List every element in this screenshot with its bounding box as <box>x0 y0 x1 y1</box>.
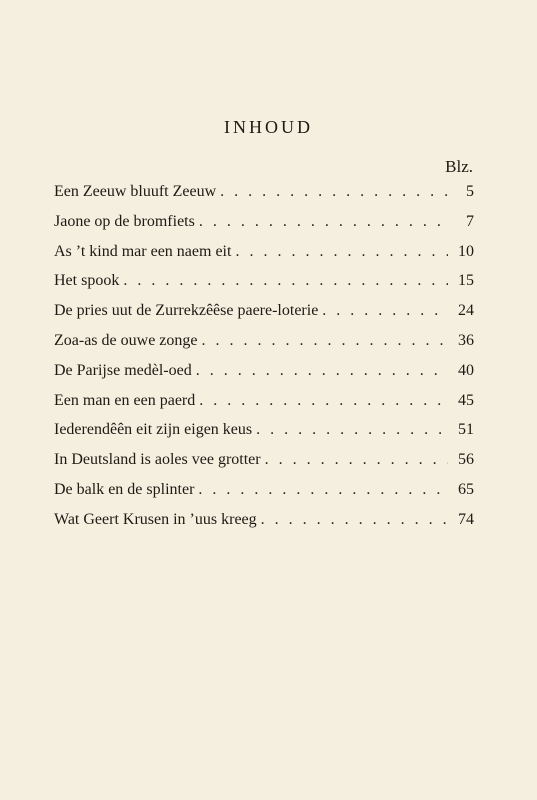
entry-page: 7 <box>466 212 474 230</box>
entry-title: In Deutsland is aoles vee grotter <box>54 451 261 469</box>
dot-leader <box>199 213 448 231</box>
toc-entry <box>54 362 474 392</box>
toc-entry <box>54 272 474 302</box>
entry-page: 45 <box>458 391 474 409</box>
entry-page: 65 <box>458 480 474 498</box>
entry-title: Het spook <box>54 272 120 290</box>
entry-page: 74 <box>458 510 474 528</box>
dot-leader <box>235 243 448 261</box>
dot-leader <box>123 272 448 290</box>
dot-leader <box>199 392 448 410</box>
entry-title: Iederendêên eit zijn eigen keus <box>54 421 253 439</box>
entry-title: Jaone op de bromfiets <box>54 212 195 230</box>
entry-title: De Parijse medèl-oed <box>54 361 192 379</box>
toc-entry <box>54 451 474 481</box>
entry-title: De pries uut de Zurrekzêêse paere-loterie <box>54 302 319 320</box>
table-of-contents <box>54 183 474 541</box>
entry-title: De balk en de splinter <box>54 480 195 498</box>
entry-page: 10 <box>458 242 474 260</box>
dot-leader <box>196 362 448 380</box>
toc-entry <box>54 243 474 273</box>
dot-leader <box>256 421 448 439</box>
entry-title: Een man en een paerd <box>54 391 196 409</box>
toc-entry <box>54 511 474 541</box>
entry-page: 5 <box>466 183 474 200</box>
toc-entry <box>54 302 474 332</box>
dot-leader <box>220 183 448 201</box>
dot-leader <box>202 332 449 350</box>
dot-leader <box>261 511 448 529</box>
toc-entry <box>54 392 474 422</box>
entry-title: Zoa-as de ouwe zonge <box>54 331 198 349</box>
dot-leader <box>198 481 448 499</box>
entry-title: Wat Geert Krusen in ’uus kreeg <box>54 510 257 528</box>
entry-title: Een Zeeuw bluuft Zeeuw <box>54 183 217 200</box>
toc-entry <box>54 481 474 511</box>
dot-leader <box>322 302 448 320</box>
entry-title: As ’t kind mar een naem eit <box>54 242 232 260</box>
toc-entry <box>54 421 474 451</box>
entry-page: 51 <box>458 421 474 439</box>
entry-page: 15 <box>458 272 474 290</box>
toc-entry <box>54 183 474 213</box>
page-column-label: Blz. <box>445 157 473 176</box>
entry-page: 36 <box>458 331 474 349</box>
entry-page: 24 <box>458 302 474 320</box>
toc-entry <box>54 332 474 362</box>
page-title: INHOUD <box>224 117 313 137</box>
entry-page: 56 <box>458 451 474 469</box>
dot-leader <box>265 451 448 469</box>
entry-page: 40 <box>458 361 474 379</box>
toc-entry <box>54 213 474 243</box>
